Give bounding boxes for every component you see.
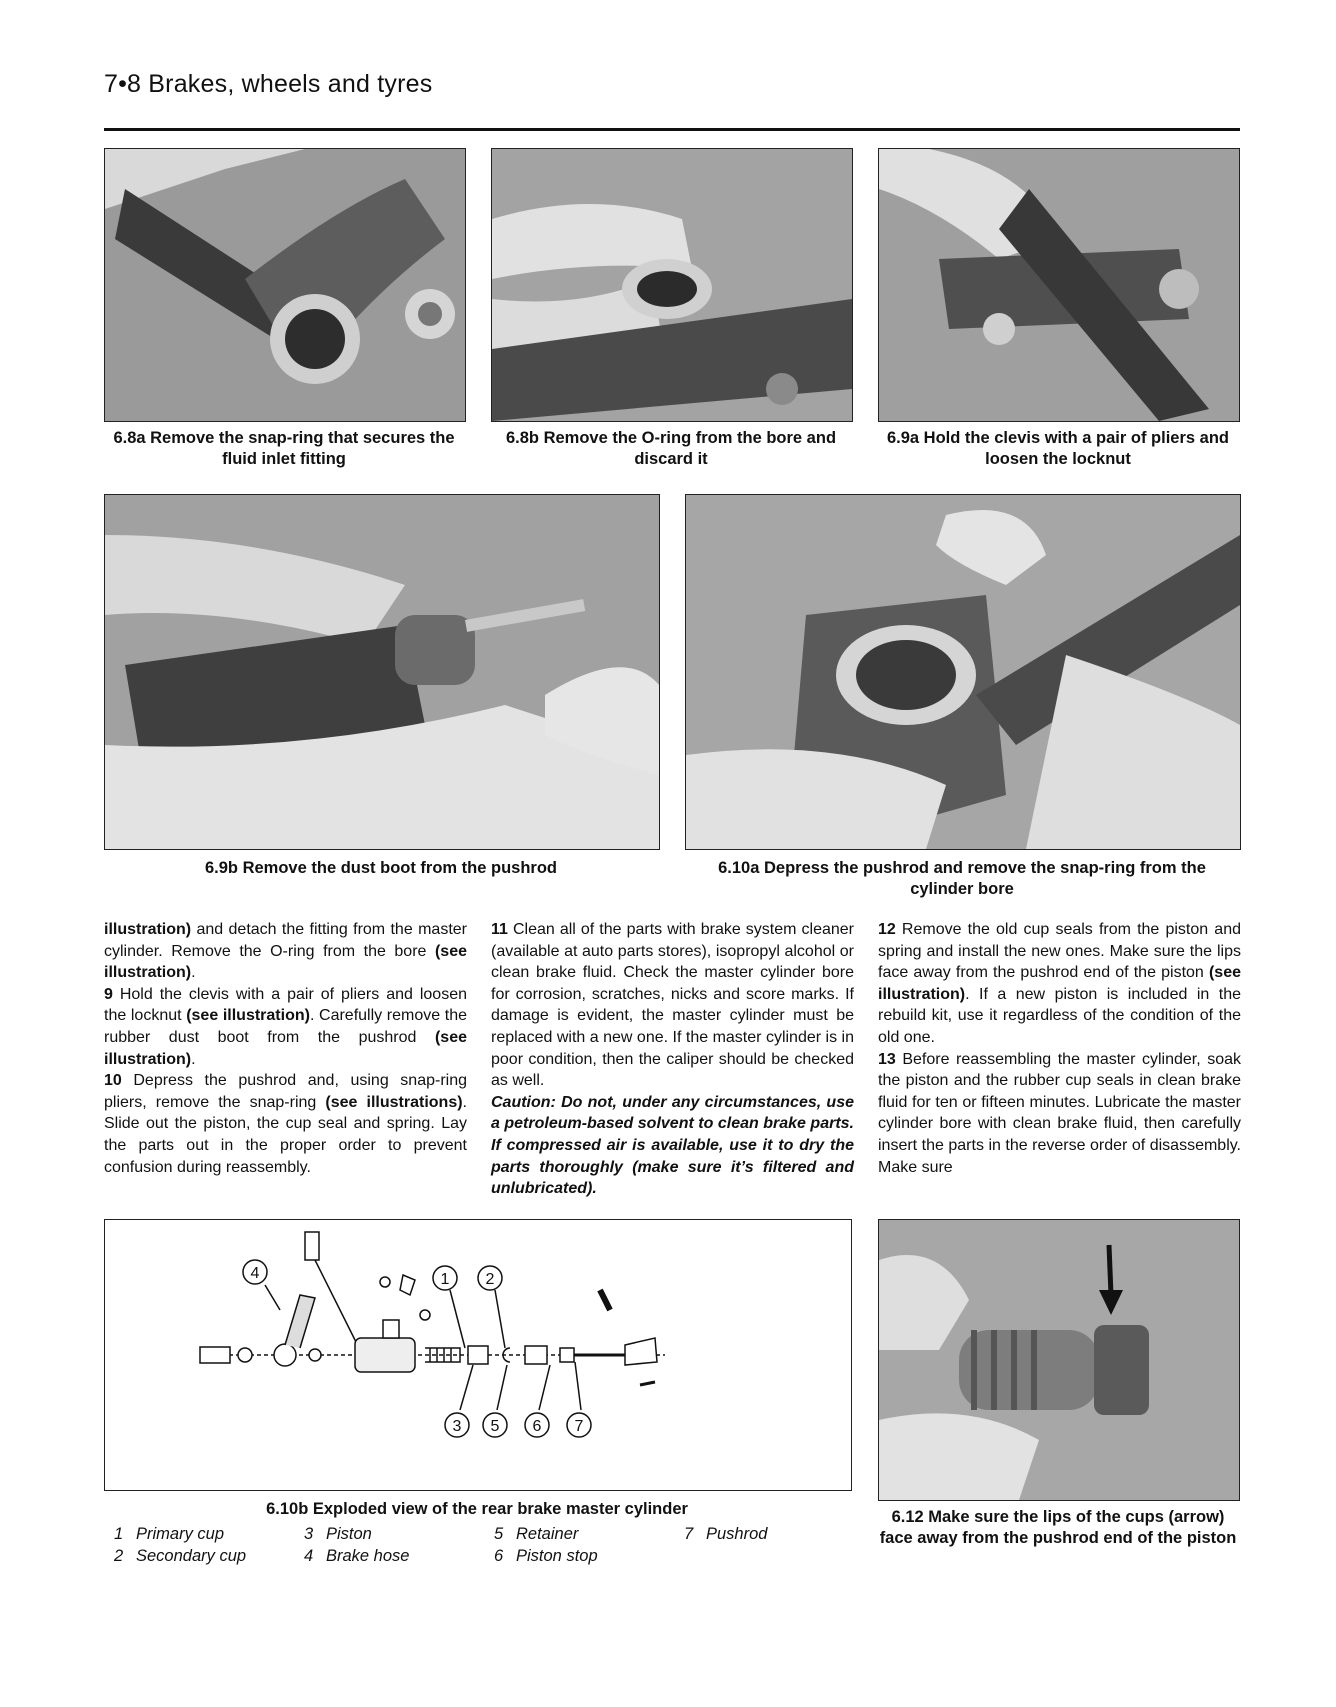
caption-6-8a: 6.8a Remove the snap-ring that secures the fluid inlet fitting — [113, 429, 455, 468]
legend-item: 7 Pushrod — [684, 1525, 768, 1543]
page-header: 7•8 Brakes, wheels and tyres — [104, 70, 433, 98]
legend-item: 5 Retainer — [494, 1525, 579, 1543]
diagram-callout-6 — [525, 1413, 549, 1437]
paragraph: 10 Depress the pushrod and, using snap-ring pliers, remove the snap-ring (see illustrations). Slide out the piston, the cup seal and spring. Lay the parts out in the proper order to prevent confusion during reassembly. — [104, 1072, 467, 1176]
arrow-indicator — [1109, 1245, 1111, 1295]
photo-6-8a — [104, 148, 466, 422]
svg-text:4: 4 — [250, 1265, 260, 1282]
caption-6-9b: 6.9b Remove the dust boot from the pushrod — [204, 859, 558, 877]
diagram-callout-1 — [433, 1266, 457, 1290]
legend-col-4 — [684, 1524, 767, 1546]
svg-text:5: 5 — [490, 1418, 500, 1435]
diagram-callout-4 — [243, 1260, 267, 1284]
photo-6-10a — [685, 494, 1241, 850]
photo-6-9a — [878, 148, 1240, 422]
paragraph: 9 Hold the clevis with a pair of pliers and loosen the locknut (see illustration). Carefully remove the rubber dust boot from the pushrod (see illustration). — [104, 985, 467, 1068]
caption-6-10a: 6.10a Depress the pushrod and remove the snap-ring from the cylinder bore — [718, 859, 1206, 898]
svg-text:2: 2 — [485, 1271, 495, 1288]
legend-col-2 — [304, 1524, 409, 1567]
diagram-callout-5 — [483, 1413, 507, 1437]
caption-6-12: 6.12 Make sure the lips of the cups (arrow) face away from the pushrod end of the piston — [879, 1508, 1237, 1547]
exploded-view-diagram — [104, 1219, 852, 1491]
legend-item: 4 Brake hose — [304, 1546, 410, 1565]
header-rule — [104, 128, 1240, 131]
paragraph: 13 Before reassembling the master cylinder, soak the piston and the rubber cup seals in clean brake fluid for ten or fifteen minutes. Lubricate the master cylinder bore with clean brake fluid, then carefully insert the parts in the reverse order of disassembly. Make sure — [878, 1050, 1241, 1176]
photo-6-9b — [104, 494, 660, 850]
caption-6-10b: 6.10b Exploded view of the rear brake master cylinder — [266, 1500, 688, 1518]
legend-item: 6 Piston stop — [494, 1546, 598, 1565]
paragraph: illustration) and detach the fitting from the master cylinder. Remove the O-ring from the bore (see illustration). — [104, 921, 467, 982]
text-column-2 — [491, 919, 854, 1200]
legend-col-3 — [494, 1524, 598, 1567]
svg-text:7: 7 — [574, 1418, 584, 1435]
paragraph: 11 Clean all of the parts with brake system cleaner (available at auto parts stores), isopropyl alcohol or clean brake fluid. Check the master cylinder bore for corrosion, scratches, nicks and score marks. If damage is evident, the master cylinder must be replaced with a new one. If the master cylinder is in poor condition, then the caliper should be checked as well. — [491, 921, 854, 1090]
exploded-view-drawing — [105, 1220, 851, 1490]
svg-text:1: 1 — [440, 1271, 450, 1288]
diagram-callout-7 — [567, 1413, 591, 1437]
diagram-callout-3 — [445, 1413, 469, 1437]
paragraph: 12 Remove the old cup seals from the piston and spring and install the new ones. Make sure the lips face away from the pushrod end of the piston (see illustration). If a new piston is included in the rebuild kit, use it regardless of the condition of the old one. — [878, 921, 1241, 1046]
legend-item: 2 Secondary cup — [114, 1546, 247, 1565]
legend-item: 3 Piston — [304, 1525, 372, 1543]
diagram-callout-2 — [478, 1266, 502, 1290]
svg-text:3: 3 — [452, 1418, 462, 1435]
text-column-1 — [104, 919, 467, 1178]
caption-6-9a: 6.9a Hold the clevis with a pair of pliers and loosen the locknut — [886, 429, 1229, 468]
caption-6-8b: 6.8b Remove the O-ring from the bore and discard it — [505, 429, 837, 468]
caution-note: Caution: Do not, under any circumstances, use a petroleum-based solvent to clean brake parts. If compressed air is available, use it to dry the parts thoroughly (make sure it’s filtered and unlubricated). — [491, 1093, 854, 1198]
legend-item: 1 Primary cup — [114, 1525, 225, 1543]
photo-6-8b — [491, 148, 853, 422]
legend-col-1 — [114, 1524, 246, 1567]
svg-text:6: 6 — [532, 1418, 542, 1435]
photo-6-12 — [878, 1219, 1240, 1501]
text-column-3 — [878, 919, 1241, 1178]
